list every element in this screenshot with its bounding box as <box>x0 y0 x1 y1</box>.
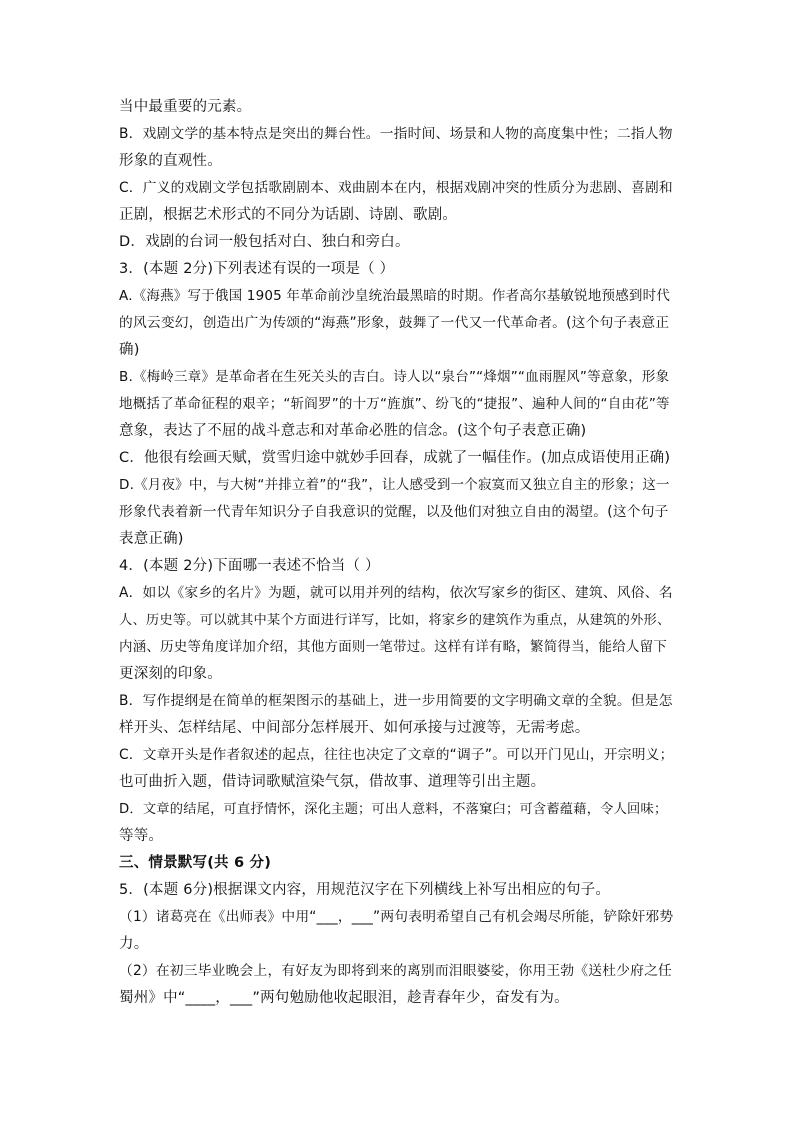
text-line: 的风云变幻，创造出广为传颂的“海燕”形象，鼓舞了一代又一代革命者。(这个句子表意正 <box>119 315 670 331</box>
text-line: 也可曲折入题，借诗词歌赋渲染气氛，借故事、道理等引出主题。 <box>119 774 546 790</box>
option-c-line: C．他很有绘画天赋，赏雪归途中就妙手回春，成就了一幅佳作。(加点成语使用正确) <box>119 450 671 466</box>
text-line: 形象代表着新一代青年知识分子自我意识的觉醒，以及他们对独立自由的渴望。(这个句子 <box>119 504 669 520</box>
option-c-line: C．广义的戏剧文学包括歌剧剧本、戏曲剧本在内，根据戏剧冲突的性质分为悲剧、喜剧和 <box>119 180 673 196</box>
text-line: 确) <box>119 342 140 358</box>
option-b-line: B．写作提纲是在简单的框架图示的基础上，进一步用简要的文字明确文章的全貌。但是怎 <box>119 693 673 709</box>
text-line: 蜀州》中“____，___”两句勉励他收起眼泪，趁青春年少，奋发有为。 <box>119 990 569 1006</box>
text-line: 样开头、怎样结尾、中间部分怎样展开、如何承接与过渡等，无需考虑。 <box>119 720 590 736</box>
section-heading: 三、情景默写(共 6 分) <box>119 855 272 871</box>
option-b-line: B．戏剧文学的基本特点是突出的舞台性。一指时间、场景和人物的高度集中性；二指人物 <box>119 126 673 142</box>
option-a-line: A．如以《家乡的名片》为题，就可以用并列的结构，依次写家乡的街区、建筑、风俗、名 <box>119 585 673 601</box>
document-page <box>119 94 675 1012</box>
option-a-line: A.《海燕》写于俄国 1905 年革命前沙皇统治最黑暗的时期。作者高尔基敏锐地预感到时代 <box>119 288 671 304</box>
question-3-title: 3．(本题 2分)下列表述有误的一项是（ ） <box>119 261 395 277</box>
text-line: 地概括了革命征程的艰辛；“斩阎罗”的十万“旌旗”、纷飞的“捷报”、遍种人间的“自由花”等 <box>119 396 670 412</box>
option-c-line: C．文章开头是作者叙述的起点，往往也决定了文章的“调子”。可以开门见山，开宗明义； <box>119 747 674 763</box>
text-line: 正剧，根据艺术形式的不同分为话剧、诗剧、歌剧。 <box>119 207 458 223</box>
option-d-line: D．戏剧的台词一般包括对白、独白和旁白。 <box>119 234 410 250</box>
question-4-title: 4．(本题 2分)下面哪一表述不恰当（ ） <box>119 558 380 574</box>
text-line: 意象，表达了不屈的战斗意志和对革命必胜的信念。(这个句子表意正确) <box>119 423 587 439</box>
question-5-title: 5．(本题 6分)根据课文内容，用规范汉字在下列横线上补写出相应的句子。 <box>119 882 611 898</box>
option-b-line: B.《梅岭三章》是革命者在生死关头的吉白。诗人以“泉台”“烽烟”“血雨腥风”等意象，形象 <box>119 369 670 385</box>
option-d-line: D．文章的结尾，可直抒情怀，深化主题；可出人意料，不落窠臼；可含蓄蕴藉，令人回味； <box>119 802 668 817</box>
text-line: 等等。 <box>119 828 164 844</box>
text-line: 当中最重要的元素。 <box>119 99 252 115</box>
text-line: 内涵、历史等角度详加介绍，其他方面则一笔带过。这样有详有略，繁简得当，能给人留下 <box>119 639 667 655</box>
text-line: 人、历史等。可以就其中某个方面进行详写，比如，将家乡的建筑作为重点，从建筑的外形、 <box>119 613 671 628</box>
text-line: 力。 <box>119 936 149 952</box>
sub-question-2: （2）在初三毕业晚会上，有好友为即将到来的离别而泪眼婆娑，你用王勃《送杜少府之任 <box>119 963 673 979</box>
text-line: 更深刻的印象。 <box>119 666 222 682</box>
sub-question-1: （1）诸葛亮在《出师表》中用“___，___”两句表明希望自己有机会竭尽所能，铲除奸邪势 <box>119 909 674 925</box>
option-d-line: D.《月夜》中，与大树“并排立着”的“我”，让人感受到一个寂寞而又独立自主的形象；这一 <box>119 477 670 493</box>
text-line: 形象的直观性。 <box>119 153 222 169</box>
text-line: 表意正确) <box>119 531 184 547</box>
